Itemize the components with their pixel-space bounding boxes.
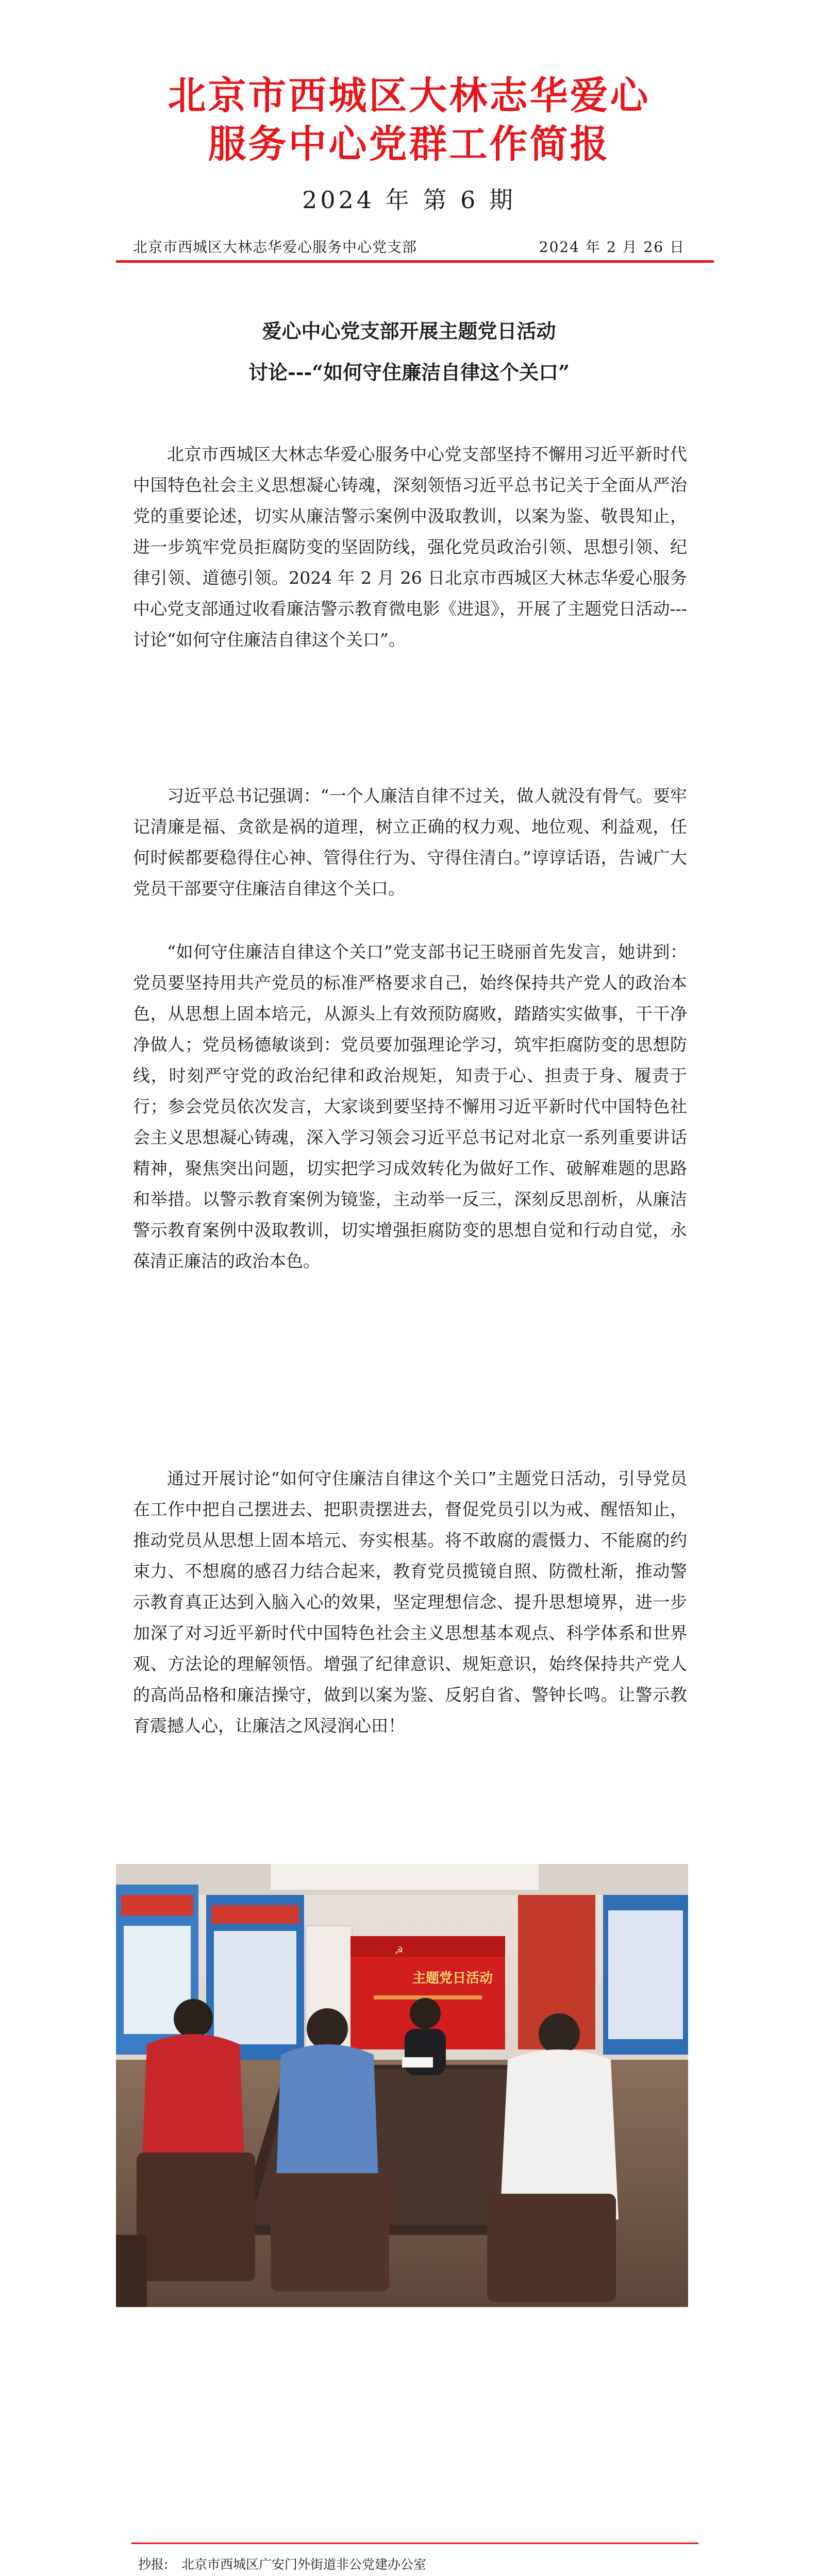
masthead-title-line2: 服务中心党群工作简报: [208, 122, 610, 166]
article-paragraph-1: [133, 439, 687, 655]
article-title-line1: 爱心中心党支部开展主题党日活动: [262, 319, 556, 343]
paragraph-text: 通过开展讨论“如何守住廉洁自律这个关口”主题党日活动，引导党员在工作中把自己摆进去、把职责摆进去，督促党员引以为戒、醒悟知止，推动党员从思想上固本培元、夯实根基。将不敢腐的震慑力、不能腐的约束力、不想腐的感召力结合起来，教育党员揽镜自照、防微杜渐，推动警示教育真正达到入脑入心的效果，坚定理想信念、提升思想境界，进一步加深了对习近平新时代中国特色社会主义思想基本观点、科学体系和世界观、方法论的理解领悟。增强了纪律意识、规矩意识，始终保持共产党人的高尚品格和廉洁操守，做到以案为鉴、反躬自省、警钟长鸣。让警示教育震撼人心，让廉洁之风浸润心田！: [133, 1468, 687, 1736]
paragraph-text: 习近平总书记强调：“一个人廉洁自律不过关，做人就没有骨气。要牢记清廉是福、贪欲是祸的道理，树立正确的权力观、地位观、利益观，任何时候都要稳得住心神、管得住行为、守得住清白。”谆谆话语，告诫广大党员干部要守住廉洁自律这个关口。: [133, 786, 687, 899]
footer-divider-top: [131, 2543, 698, 2544]
svg-text:☭: ☭: [394, 1944, 404, 1957]
article-paragraph-2: [133, 781, 687, 904]
paragraph-text: “如何守住廉洁自律这个关口”党支部书记王晓丽首先发言，她讲到：党员要坚持用共产党员的标准严格要求自己，始终保持共产党人的政治本色，从思想上固本培元，从源头上有效预防腐败，踏踏实实做事，干干净净做人；党员杨德敏谈到：党员要加强理论学习，筑牢拒腐防变的思想防线，时刻严守党的政治纪律和政治规矩，知责于心、担责于身、履责于行；参会党员依次发言，大家谈到要坚持不懈用习近平新时代中国特色社会主义思想凝心铸魂，深入学习领会习近平总书记对北京一系列重要讲话精神，聚焦突出问题，切实把学习成效转化为做好工作、破解难题的思路和举措。以警示教育案例为镜鉴，主动举一反三，深刻反思剖析，从廉洁警示教育案例中汲取教训，切实增强拒腐防变的思想自觉和行动自觉，永葆清正廉洁的政治本色。: [133, 942, 687, 1271]
article-title-line2: 讨论---“如何守住廉洁自律这个关口”: [248, 361, 570, 384]
masthead-divider: [116, 260, 714, 263]
cc-label: 抄报:: [138, 2557, 169, 2572]
article-paragraph-4: [133, 1463, 687, 1741]
masthead-title-line1: 北京市西城区大林志华爱心: [168, 74, 650, 118]
article-paragraph-3: [133, 937, 687, 1277]
issue-number: 2024 年 第 6 期: [302, 186, 516, 214]
meeting-photo-illustration: [116, 1864, 688, 2307]
photo-banner-text: 主题党日活动: [412, 1971, 493, 1986]
publish-date: 2024 年 2 月 26 日: [539, 239, 685, 256]
cc-recipient-1: 北京市西城区广安门外街道非公党建办公室: [181, 2557, 427, 2572]
publisher-org: 北京市西城区大林志华爱心服务中心党支部: [133, 239, 418, 256]
meeting-photo: [116, 1864, 688, 2307]
paragraph-text: 北京市西城区大林志华爱心服务中心党支部坚持不懈用习近平新时代中国特色社会主义思想凝心铸魂，深刻领悟习近平总书记关于全面从严治党的重要论述，切实从廉洁警示案例中汲取教训，以案为鉴、敬畏知止，进一步筑牢党员拒腐防变的坚固防线，强化党员政治引领、思想引领、纪律引领、道德引领。2024 年 2 月 26 日北京市西城区大林志华爱心服务中心党支部通过收看廉洁警示教育微电影《进退》，开展了主题党日活动---讨论“如何守住廉洁自律这个关口”。: [133, 444, 687, 650]
